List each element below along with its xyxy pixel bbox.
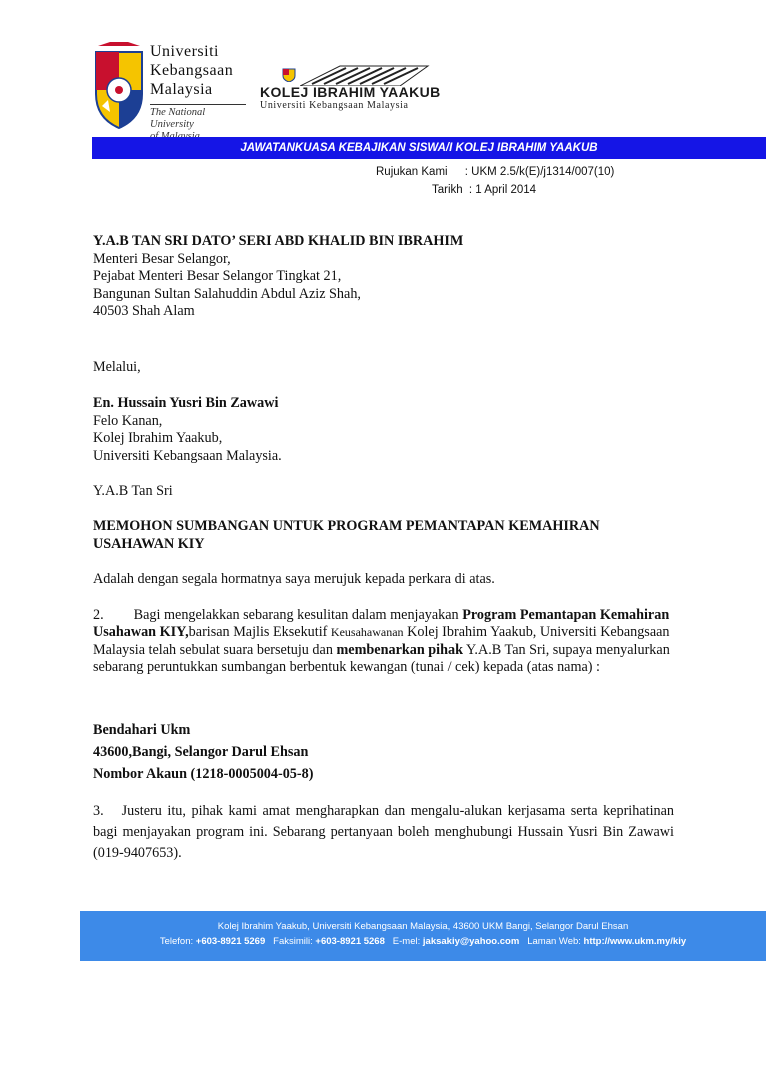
ref-label: Rujukan Kami	[376, 166, 448, 178]
ukm-name-line: Kebangsaan	[150, 62, 234, 79]
footer-contacts	[80, 936, 766, 947]
payee-line: Nombor Akaun (1218-0005004-05-8)	[93, 766, 314, 782]
date-label: Tarikh	[432, 184, 463, 196]
footer-tel-label: Telefon:	[159, 936, 196, 947]
kiy-name: KOLEJ IBRAHIM YAAKUB	[260, 84, 441, 100]
via-label: Melalui,	[93, 359, 141, 375]
payee-line: 43600,Bangi, Selangor Darul Ehsan	[93, 744, 309, 760]
footer-email-link[interactable]: jaksakiy@yahoo.com	[422, 936, 520, 947]
via-line: Felo Kanan,	[93, 412, 163, 429]
ukm-name-line: Malaysia	[150, 81, 213, 98]
footer-address: Kolej Ibrahim Yaakub, Universiti Kebangsaan Malaysia, 43600 UKM Bangi, Selangor Darul Ehsan	[217, 921, 629, 932]
paragraph-3	[93, 801, 674, 864]
committee-banner	[92, 137, 766, 159]
date-row	[432, 184, 536, 196]
recipient-line: Bangunan Sultan Salahuddin Abdul Aziz Shah,	[93, 285, 361, 302]
recipient-line: Menteri Besar Selangor,	[93, 250, 231, 267]
para3-num: 3.	[93, 803, 104, 819]
date-value: : 1 April 2014	[468, 184, 537, 196]
para2-text: Kolej Ibrahim Yaakub, Universiti Kebangsaan Malaysia telah sebulat suara bersetuju dan	[93, 624, 670, 658]
committee-title: JAWATANKUASA KEBAJIKAN SISWA/I KOLEJ IBRAHIM YAAKUB	[240, 142, 598, 154]
para2-permission: membenarkan pihak	[336, 641, 463, 658]
para2-text: Y.A.B Tan Sri, supaya menyalurkan sebarang peruntukkan sumbangan berbentuk kewangan (tunai / cek) kepada (atas nama) :	[93, 641, 670, 675]
ukm-name-line: Universiti	[150, 43, 219, 60]
footer-tel: +603-8921 5269	[195, 936, 266, 947]
subject-line: USAHAWAN KIY	[93, 535, 205, 552]
payee-line: Bendahari Ukm	[93, 722, 191, 738]
para2-num: 2.	[93, 607, 104, 623]
para3-text: Justeru itu, pihak kami amat mengharapkan dan mengalu-alukan kerjasama serta keprihatinan bagi menjayakan program ini. Sebarang pertanyaan boleh menghubungi Hussain Yusri Bin Zawawi (019-9407653).	[93, 803, 674, 861]
ukm-name	[150, 42, 233, 99]
kiy-mini-crest-icon	[282, 68, 296, 82]
para2-program: Program Pemantapan Kemahiran Usahawan KIY,	[93, 607, 670, 641]
paragraph-1: Adalah dengan segala hormatnya saya merujuk kepada perkara di atas.	[93, 571, 495, 587]
reference-row	[376, 166, 614, 178]
ref-value: : UKM 2.5/k(E)/j1314/007(10)	[464, 166, 615, 178]
recipient-line: 40503 Shah Alam	[93, 303, 195, 319]
kiy-roof-logo	[300, 64, 430, 86]
footer-fax: +603-8921 5268	[315, 936, 385, 947]
via-name: En. Hussain Yusri Bin Zawawi	[93, 395, 279, 411]
para2-text: barisan Majlis Eksekutif	[188, 624, 331, 641]
footer-email-label: E-mel:	[392, 936, 423, 947]
ukm-tagline-line: The National University	[150, 107, 206, 130]
footer-web-link[interactable]: http://www.ukm.my/kiy	[583, 936, 687, 947]
via-line: Kolej Ibrahim Yaakub,	[93, 430, 223, 446]
subject	[93, 518, 713, 553]
payee-block	[93, 719, 313, 785]
recipient-line: Pejabat Menteri Besar Selangor Tingkat 21,	[93, 268, 342, 284]
para2-text: Bagi mengelakkan sebarang kesulitan dalam menjayakan	[133, 607, 463, 623]
recipient-block	[93, 233, 693, 321]
salutation: Y.A.B Tan Sri	[93, 483, 173, 499]
footer-web-label: Laman Web:	[527, 936, 584, 947]
recipient-name: Y.A.B TAN SRI DATO’ SERI ABD KHALID BIN IBRAHIM	[93, 233, 464, 249]
footer-fax-label: Faksimili:	[273, 936, 316, 947]
para2-keusahawanan: Keusahawanan	[330, 625, 404, 640]
via-line: Universiti Kebangsaan Malaysia.	[93, 447, 282, 464]
footer-bar	[80, 911, 766, 961]
kiy-subtitle: Universiti Kebangsaan Malaysia	[260, 100, 409, 111]
paragraph-2	[93, 607, 683, 676]
via-block	[93, 395, 693, 465]
subject-line: MEMOHON SUMBANGAN UNTUK PROGRAM PEMANTAPAN KEMAHIRAN	[93, 518, 600, 534]
ukm-crest-logo	[92, 42, 146, 132]
